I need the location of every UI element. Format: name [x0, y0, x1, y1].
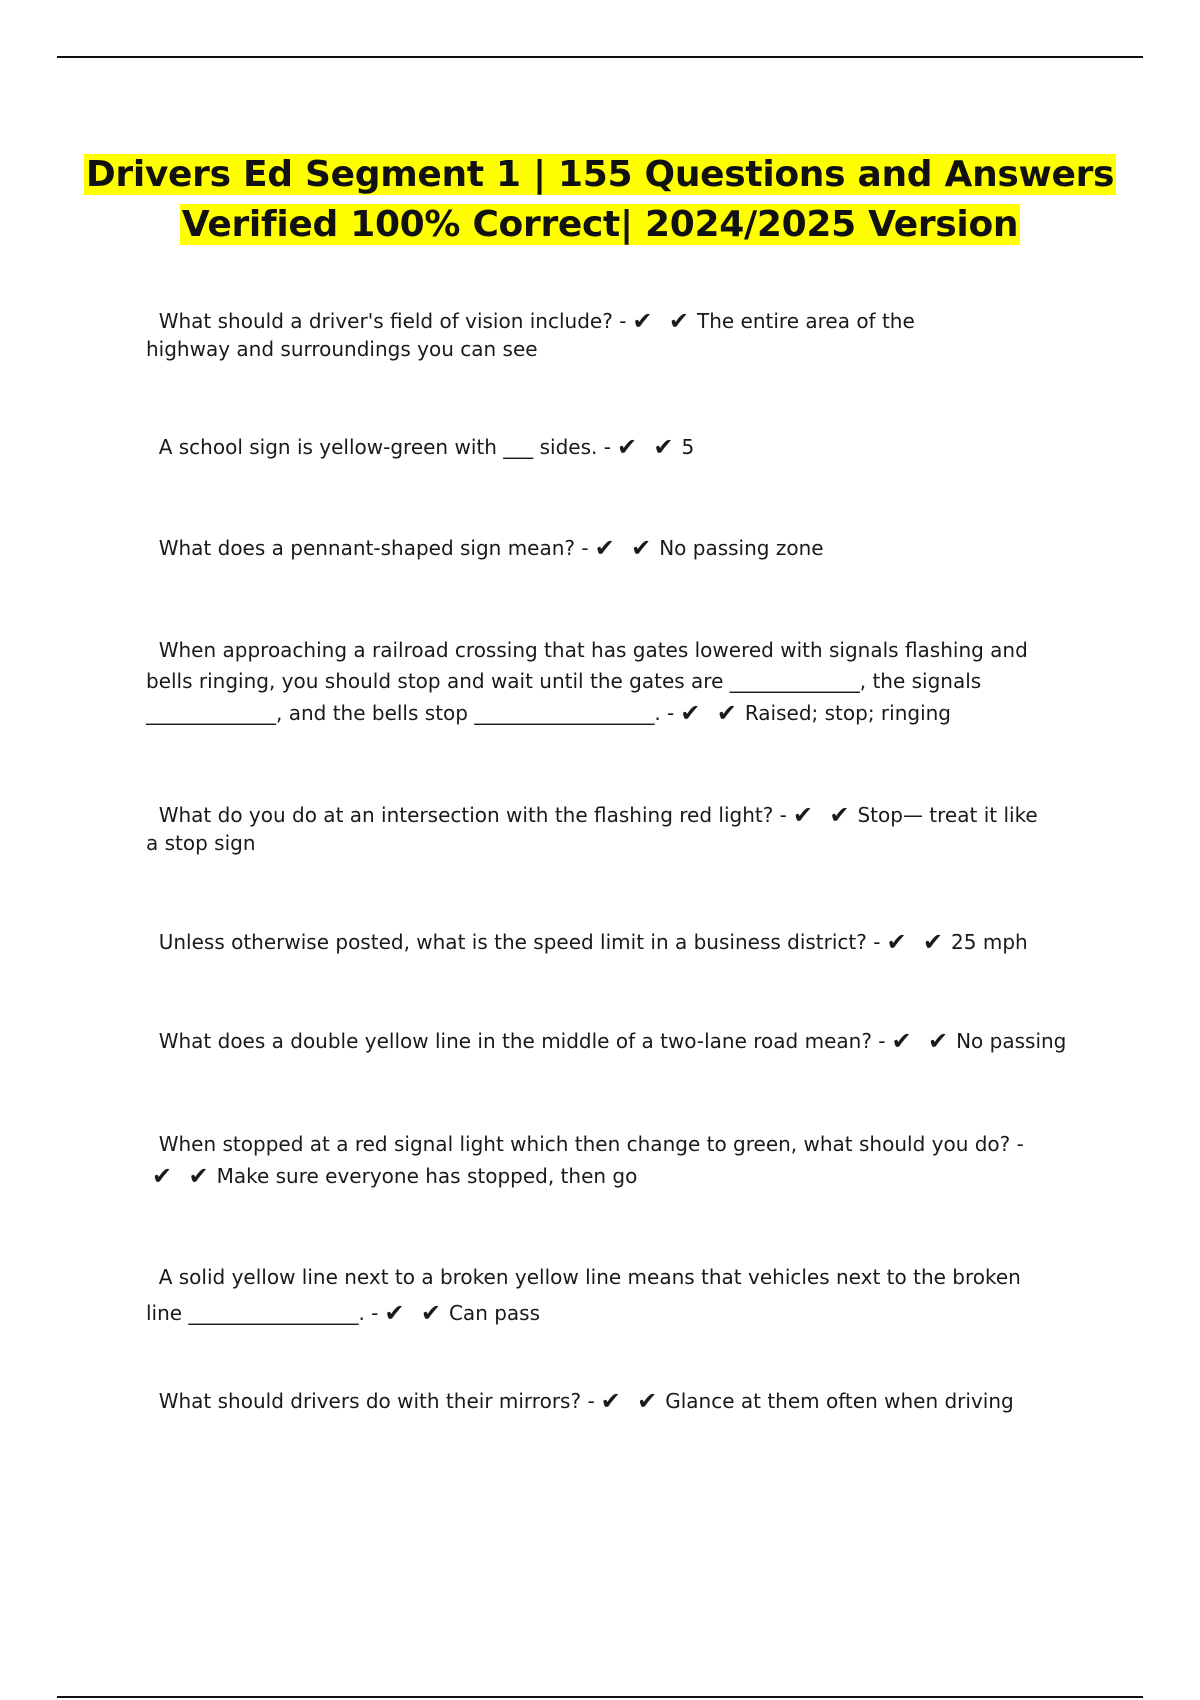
qa-item [146, 1098, 1046, 1192]
answer-text: 5 [681, 435, 695, 459]
double-check-icon: ✔ ✔ [792, 801, 854, 829]
answer-text: No passing [956, 1029, 1067, 1053]
document-title [60, 150, 1140, 250]
double-check-icon: ✔ ✔ [600, 1387, 662, 1415]
answer-text: Stop— treat it like a stop sign [146, 803, 1045, 855]
question-text: Unless otherwise posted, what is the speed limit in a business district? - [158, 930, 881, 954]
double-check-icon: ✔ ✔ [680, 699, 741, 727]
top-rule [57, 56, 1143, 58]
answer-text: 25 mph [951, 930, 1028, 954]
double-check-icon: ✔ ✔ [891, 1027, 953, 1055]
answer-text: No passing zone [659, 536, 824, 560]
qa-item [146, 899, 1046, 956]
question-text: What should drivers do with their mirrors? - [158, 1389, 595, 1413]
double-check-icon: ✔ ✔ [632, 307, 693, 335]
question-text: What should a driver's field of vision include? - [158, 309, 627, 333]
answer-text: Can pass [448, 1301, 541, 1325]
answer-text: Glance at them often when driving [665, 1389, 1014, 1413]
double-check-icon: ✔ ✔ [152, 1162, 213, 1190]
double-check-icon: ✔ ✔ [886, 928, 948, 956]
double-check-icon: ✔ ✔ [384, 1299, 445, 1327]
question-text: What does a pennant-shaped sign mean? - [158, 536, 589, 560]
question-text: A solid yellow line next to a broken yellow line means that vehicles next to the broken line _________________. - [146, 1265, 1028, 1325]
qa-item [146, 404, 1046, 461]
qa-item [146, 278, 986, 363]
question-text: When stopped at a red signal light which then change to green, what should you do? - [158, 1132, 1024, 1156]
question-text: What do you do at an intersection with the flashing red light? - [158, 803, 787, 827]
answer-text: Raised; stop; ringing [744, 701, 951, 725]
qa-item [146, 604, 1046, 729]
qa-item [146, 1225, 1046, 1331]
question-text: What does a double yellow line in the middle of a two-lane road mean? - [158, 1029, 886, 1053]
double-check-icon: ✔ ✔ [616, 433, 678, 461]
qa-item [146, 1358, 1046, 1415]
question-text: A school sign is yellow-green with ___ sides. - [158, 435, 611, 459]
answer-text: The entire area of the highway and surroundings you can see [146, 309, 922, 361]
qa-item [146, 772, 1046, 857]
double-check-icon: ✔ ✔ [594, 534, 656, 562]
qa-item [146, 998, 1086, 1055]
title-line-1: Drivers Ed Segment 1 | 155 Questions and Answers [85, 154, 1115, 195]
bottom-rule [57, 1696, 1143, 1698]
qa-item [146, 505, 1046, 562]
question-text: When approaching a railroad crossing that has gates lowered with signals flashing and bells ringing, you should stop and wait until the gates are _____________, the signals _____________, and the bells stop __________________. - [146, 638, 1035, 725]
answer-text: Make sure everyone has stopped, then go [216, 1164, 638, 1188]
title-line-2: Verified 100% Correct| 2024/2025 Version [181, 204, 1019, 245]
